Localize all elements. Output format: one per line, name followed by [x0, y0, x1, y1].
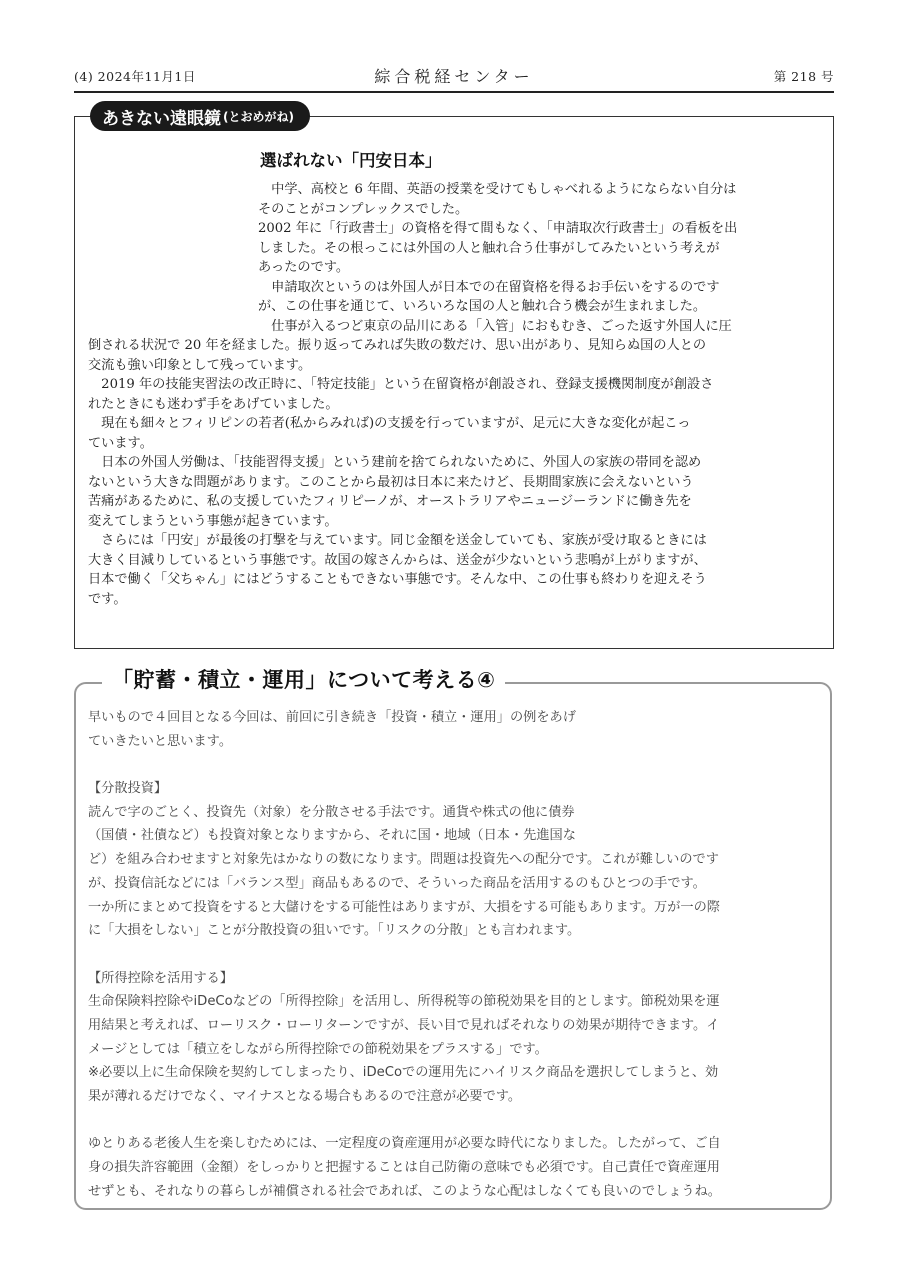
text-line: 日本の外国人労働は、「技能習得支援」という建前を捨てられないために、外国人の家族の帯同を認め	[88, 455, 702, 470]
column-intro-text	[258, 180, 824, 336]
text-line: あったのです。	[258, 260, 350, 275]
text-line: です。	[88, 591, 127, 607]
text-line: さらには「円安」が最後の打撃を与えています。同じ金額を送金していても、家族が受け取るときには	[88, 533, 707, 548]
text-line: 苦痛があるために、私の支援していたフィリピーノが、オーストラリアやニュージーランドに働き先を	[88, 494, 692, 509]
text-line: 現在も細々とフィリピンの若者(私からみれば)の支援を行っていますが、足元に大きな変化が起こっ	[88, 416, 691, 431]
text-line	[88, 1109, 824, 1133]
column-badge-label: あきない遠眼鏡	[102, 108, 221, 129]
text-line: メージとしては「積立をしながら所得控除での節税効果をプラスする」です。	[88, 1041, 548, 1057]
text-line: 【分散投資】	[88, 781, 168, 797]
text-line: 一か所にまとめて投資をすると大儲けをする可能性はありますが、大損をする可能もあります。万が一の際	[88, 899, 720, 915]
text-line: 申請取次というのは外国人が日本での在留資格を得るお手伝いをするのです	[258, 279, 720, 295]
text-line: 大きく目減りしているという事態です。故国の嫁さんからは、送金が少ないという悲鳴が上がりますが、	[88, 552, 707, 568]
text-line: ないという大きな問題があります。このことから最初は日本に来たけど、長期間家族に会えないという	[88, 474, 694, 490]
text-line: 【所得控除を活用する】	[88, 970, 234, 986]
page-header	[74, 64, 834, 86]
column-main-text	[88, 336, 824, 609]
text-line: 身の損失許容範囲（金額）をしっかりと把握することは自己防衛の意味でも必須です。自己責任で資産運用	[88, 1160, 720, 1176]
text-line: 早いもので４回目となる今回は、前回に引き続き「投資・積立・運用」の例をあげ	[88, 710, 576, 725]
text-line: 2019 年の技能実習法の改正時に、「特定技能」という在留資格が創設され、登録支援機関制度が創設さ	[88, 377, 714, 392]
text-line: せずとも、それなりの暮らしが補償される社会であれば、このような心配はしなくても良いのでしょうね。	[88, 1183, 721, 1199]
text-line: 2002 年に「行政書士」の資格を得て間もなく、「申請取次行政書士」の看板を出	[258, 221, 738, 236]
text-line: 日本で働く「父ちゃん」にはどうすることもできない事態です。そんな中、この仕事も終わりを迎えそう	[88, 572, 707, 587]
text-line	[88, 943, 824, 967]
text-line: ゆとりある老後人生を楽しむためには、一定程度の資産運用が必要な時代になりました。したがって、ご自	[88, 1136, 721, 1152]
text-line: 生命保険料控除やiDeCoなどの「所得控除」を活用し、所得税等の節税効果を目的とします。節税効果を運	[88, 994, 720, 1010]
text-line: 変えてしまうという事態が起きています。	[88, 513, 338, 529]
savings-body	[88, 706, 824, 1203]
text-line: が、投資信託などには「バランス型」商品もあるので、そういった商品を活用するのもひとつの手です。	[88, 875, 706, 891]
column-title: 選ばれない「円安日本」	[260, 151, 442, 170]
text-line: 読んで字のごとく、投資先（対象）を分散させる手法です。通貨や株式の他に債券	[88, 804, 575, 820]
text-line: 倒される状況で 20 年を経ました。振り返ってみれば失敗の数だけ、思い出があり、見知らぬ国の人との	[88, 338, 707, 353]
text-line: れたときにも迷わず手をあげていました。	[88, 396, 339, 412]
column-badge-reading: (とおめがね)	[223, 109, 294, 124]
text-line: に「大損をしない」ことが分散投資の狙いです。「リスクの分散」とも言われます。	[88, 923, 581, 939]
text-line: 中学、高校と 6 年間、英語の授業を受けてもしゃべれるようにならない自分は	[258, 182, 737, 197]
savings-title: 「貯蓄・積立・運用」について考える④	[102, 664, 505, 694]
issue-date: (4) 2024年11月1日	[74, 69, 196, 84]
text-line: が、この仕事を通じて、いろいろな国の人と触れ合う機会が生まれました。	[258, 299, 707, 314]
text-line: そのことがコンプレックスでした。	[258, 201, 469, 217]
text-line	[88, 753, 824, 777]
text-line: 仕事が入るつど東京の品川にある「入管」におもむき、ごった返す外国人に圧	[258, 318, 732, 334]
text-line: ど）を組み合わせますと対象先はかなりの数になります。問題は投資先への配分です。これが難しいのです	[88, 852, 719, 868]
text-line: 果が薄れるだけでなく、マイナスとなる場合もあるので注意が必要です。	[88, 1089, 522, 1104]
column-badge	[90, 101, 310, 131]
text-line: （国債・社債など）も投資対象となりますから、それに国・地域（日本・先進国な	[88, 828, 576, 844]
text-line: ていきたいと思います。	[88, 733, 233, 749]
text-line: しました。その根っこには外国の人と触れ合う仕事がしてみたいという考えが	[258, 240, 720, 256]
header-rule	[74, 91, 834, 93]
text-line: 交流も強い印象として残っています。	[88, 357, 312, 373]
publication-name: 綜合税経センター	[374, 67, 534, 86]
text-line: ています。	[88, 435, 153, 451]
text-line: 用結果と考えれば、ローリスク・ローリターンですが、長い目で見ればそれなりの効果が期待できます。イ	[88, 1017, 720, 1033]
issue-number: 第 218 号	[773, 69, 834, 84]
text-line: ※必要以上に生命保険を契約してしまったり、iDeCoでの運用先にハイリスク商品を選択してしまうと、効	[88, 1065, 719, 1081]
